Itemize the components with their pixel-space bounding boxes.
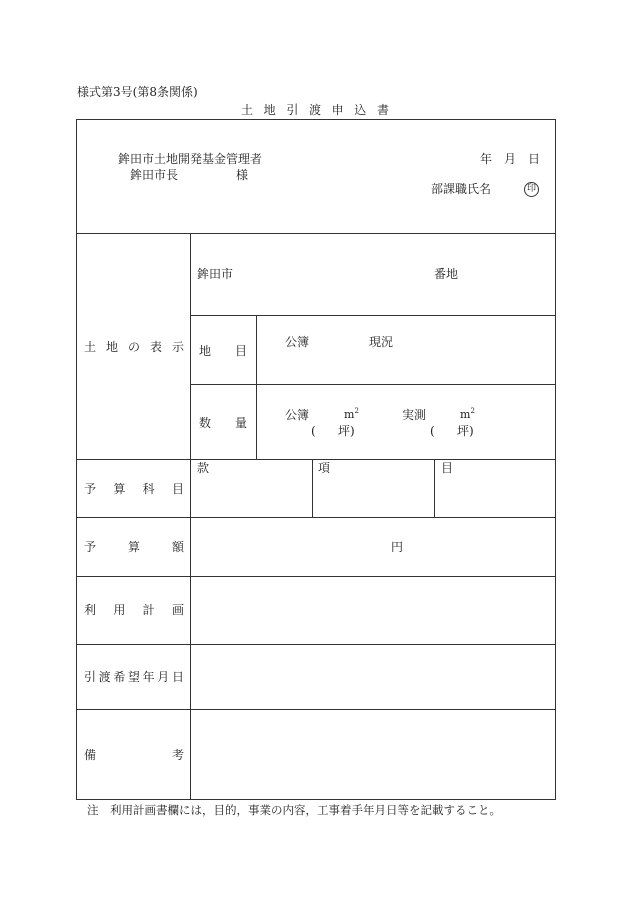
land-display-label: [84, 341, 184, 353]
label-char: 表: [149, 340, 162, 354]
label-char: 日: [171, 670, 184, 684]
title-char: 引: [286, 103, 299, 117]
row-divider: [76, 644, 556, 645]
title-char: 渡: [308, 103, 321, 117]
row-divider: [76, 459, 556, 460]
label-char: 量: [234, 416, 247, 430]
label-char: 算: [113, 482, 126, 496]
row-divider: [76, 517, 556, 518]
title-char: 込: [354, 103, 367, 117]
label-char: 算: [127, 540, 140, 554]
label-char: 備: [84, 748, 97, 762]
label-char: 目: [234, 344, 247, 358]
area-unit-text: m: [460, 408, 471, 421]
currency-unit: 円: [391, 540, 404, 554]
registry-tsubo-close: 坪): [338, 424, 355, 438]
label-char: 予: [84, 540, 97, 554]
label-char: 計: [142, 603, 155, 617]
label-char: 予: [84, 482, 97, 496]
row-divider: [76, 233, 556, 234]
title-char: 地: [263, 103, 276, 117]
transfer-date-label: [84, 671, 184, 683]
title-char: 申: [331, 103, 344, 117]
row-divider: [190, 315, 556, 316]
date-day: 日: [528, 152, 541, 166]
label-char: の: [127, 340, 140, 354]
label-char: 地: [199, 344, 212, 358]
date-month: 月: [504, 152, 517, 166]
location-prefix: 鉾田市: [197, 267, 234, 281]
area-unit-text: m: [344, 408, 355, 421]
budget-item-label: [84, 483, 184, 495]
date-year: 年: [480, 152, 493, 166]
area-unit-sup: 2: [354, 407, 359, 415]
area-unit-sup: 2: [470, 407, 475, 415]
title-char: 土: [241, 103, 254, 117]
label-char: 月: [157, 670, 170, 684]
quantity-registry: 公簿: [285, 408, 310, 422]
label-char: 地: [105, 340, 118, 354]
actual-area-unit: [460, 409, 475, 420]
honorific: 様: [236, 168, 249, 182]
label-char: 年: [142, 670, 155, 684]
row-divider: [76, 709, 556, 710]
label-char: 希: [113, 670, 126, 684]
budget-kou-label: 項: [318, 461, 331, 475]
label-char: 科: [142, 482, 155, 496]
label-char: 利: [84, 603, 97, 617]
label-char: 示: [171, 340, 184, 354]
actual-tsubo-open: (: [430, 424, 435, 438]
budget-moku-label: 目: [441, 461, 454, 475]
label-char: 額: [171, 540, 184, 554]
label-column-divider: [190, 233, 191, 800]
label-char: 目: [171, 482, 184, 496]
chimoku-registry: 公簿: [285, 335, 310, 349]
addressee-name: 鉾田市長: [130, 168, 179, 182]
label-char: 引: [84, 670, 97, 684]
usage-plan-label: [84, 604, 184, 616]
registry-tsubo-open: (: [311, 424, 316, 438]
chimoku-actual: 現況: [369, 335, 394, 349]
label-char: 土: [84, 340, 97, 354]
quantity-actual: 実測: [402, 408, 427, 422]
remarks-label: [84, 749, 184, 761]
row-divider: [190, 384, 556, 385]
budget-amount-label: [84, 541, 184, 553]
actual-tsubo-close: 坪): [457, 424, 474, 438]
chimoku-label: [199, 345, 247, 357]
registry-area-unit: [344, 409, 359, 420]
signer-label: 部課職氏名: [431, 182, 492, 196]
label-char: 数: [199, 416, 212, 430]
budget-column-divider: [434, 459, 435, 517]
label-char: 考: [171, 748, 184, 762]
label-char: 渡: [98, 670, 111, 684]
quantity-label: [199, 417, 247, 429]
sublabel-column-divider: [256, 315, 257, 459]
budget-kan-label: 款: [197, 461, 210, 475]
label-char: 画: [171, 603, 184, 617]
title-char: 書: [376, 103, 389, 117]
form-title: [241, 104, 389, 116]
seal-mark-icon: 印: [524, 182, 539, 197]
label-char: 望: [127, 670, 140, 684]
budget-column-divider: [312, 459, 313, 517]
label-char: 用: [113, 603, 126, 617]
form-number: 様式第3号(第8条関係): [77, 85, 198, 99]
addressee-title: 鉾田市土地開発基金管理者: [118, 152, 263, 166]
row-divider: [76, 576, 556, 577]
location-suffix: 番地: [434, 267, 459, 281]
footnote: 注 利用計画書欄には，目的，事業の内容，工事着手年月日等を記載すること。: [87, 803, 501, 817]
